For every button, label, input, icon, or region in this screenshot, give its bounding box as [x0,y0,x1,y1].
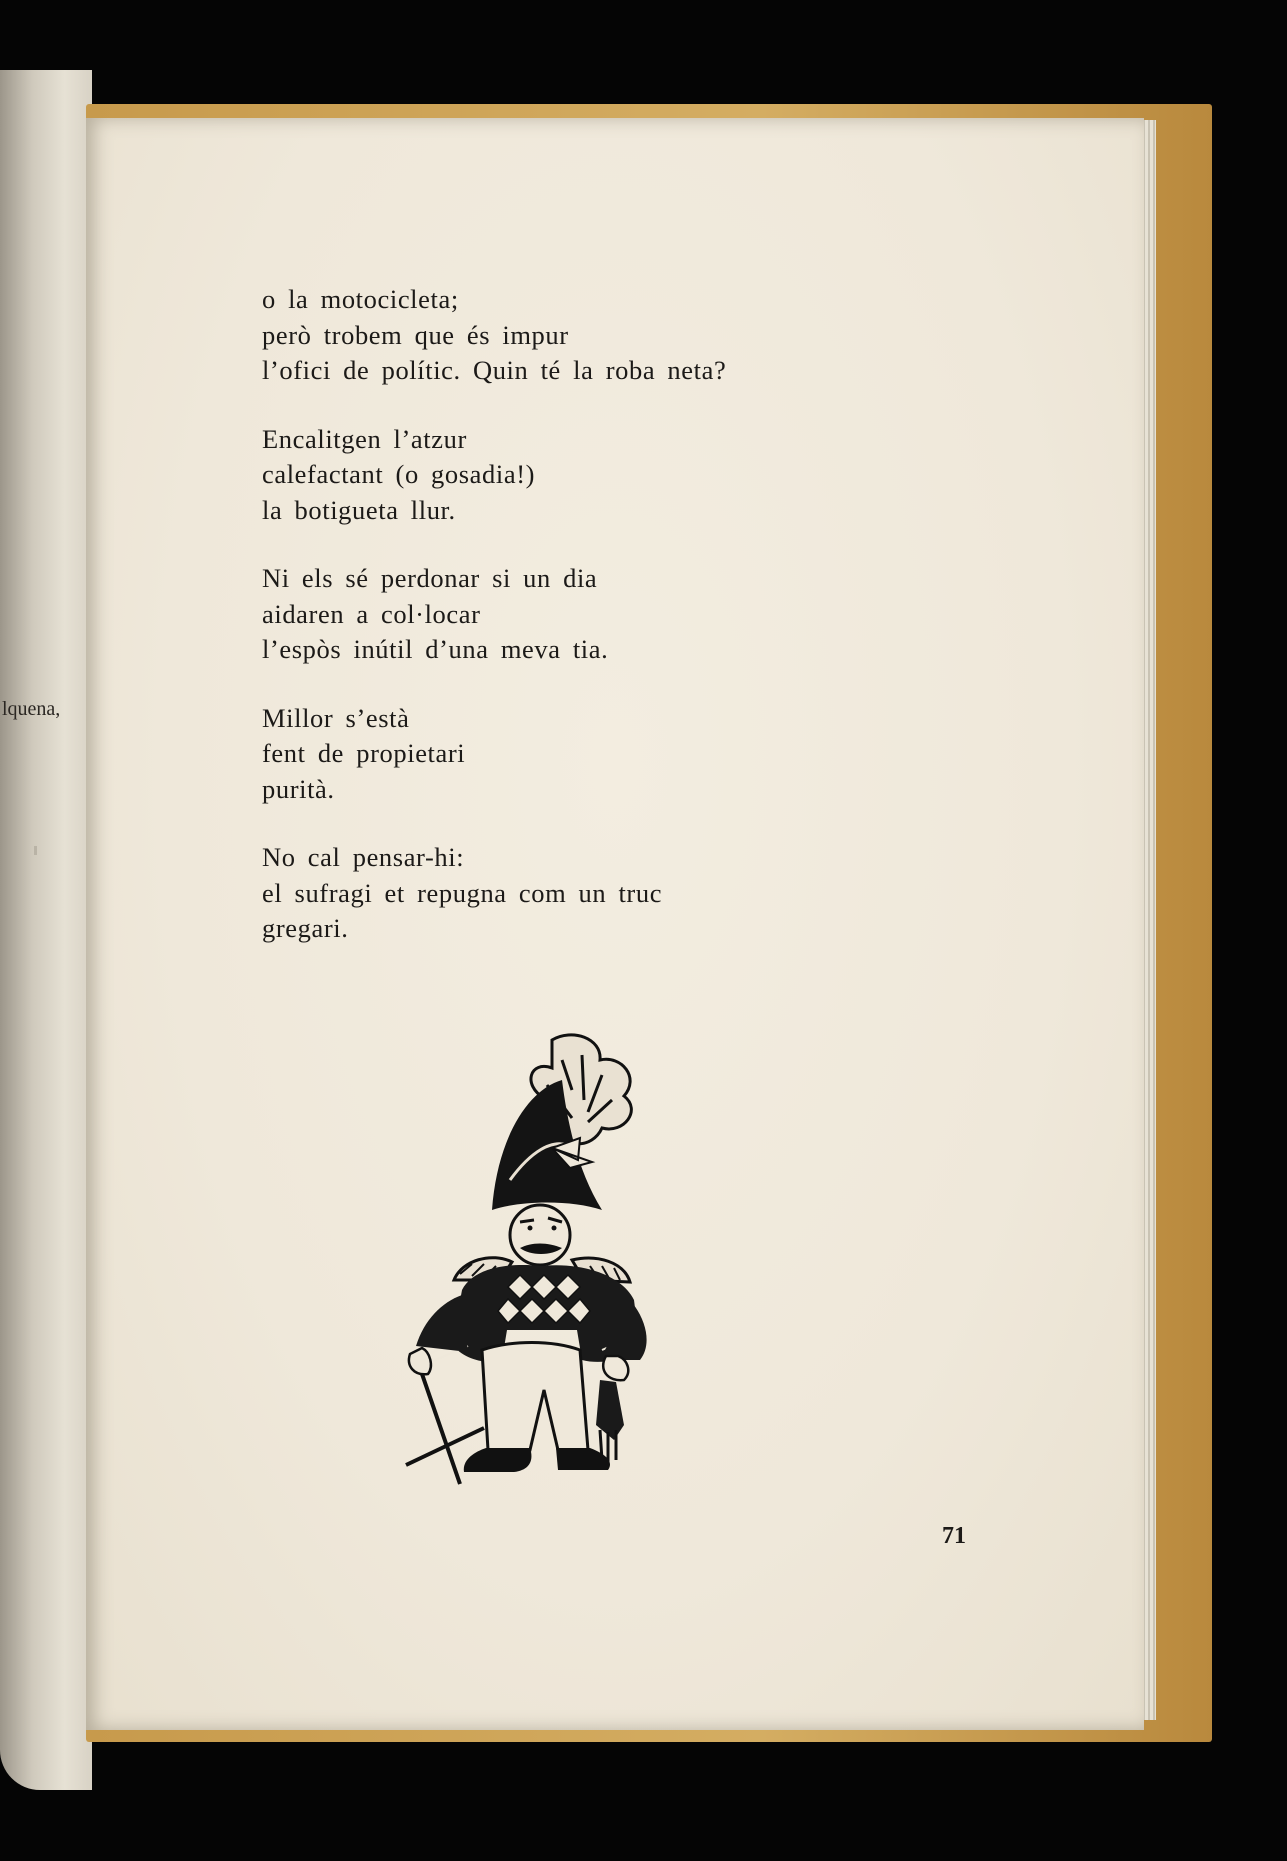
poem-line: fent de propietari [262,738,466,768]
poem-stanza [262,282,726,389]
left-page-mark [34,846,37,855]
poem-stanza [262,701,726,808]
poem-line: l’espòs inútil d’una meva tia. [262,634,609,664]
left-page [0,70,92,1790]
poem-line: calefactant (o gosadia!) [262,459,536,489]
poem-line: o la motocicleta; [262,284,459,314]
poem [262,282,726,980]
poem-line: l’ofici de polític. Quin té la roba neta? [262,355,727,385]
poem-line: aidaren a col·locar [262,598,481,629]
poem-line: No cal pensar-hi: [262,842,465,872]
poem-stanza [262,561,726,668]
poem-line: Encalitgen l’atzur [262,423,467,454]
poem-line: purità. [262,773,335,804]
poem-stanza [262,840,726,947]
poem-line: el sufragi et repugna com un truc [262,877,663,908]
page-number: 71 [942,1523,966,1549]
poem-line: Ni els sé perdonar si un dia [262,563,598,593]
poem-stanza [262,422,726,529]
poem-line: però trobem que és impur [262,319,569,350]
poem-line: Millor s’està [262,702,410,733]
poem-line: gregari. [262,913,349,943]
poem-line: la botigueta llur. [262,494,456,525]
caricature-officer-illustration [402,1030,702,1492]
left-page-text: lquena, [2,698,61,720]
